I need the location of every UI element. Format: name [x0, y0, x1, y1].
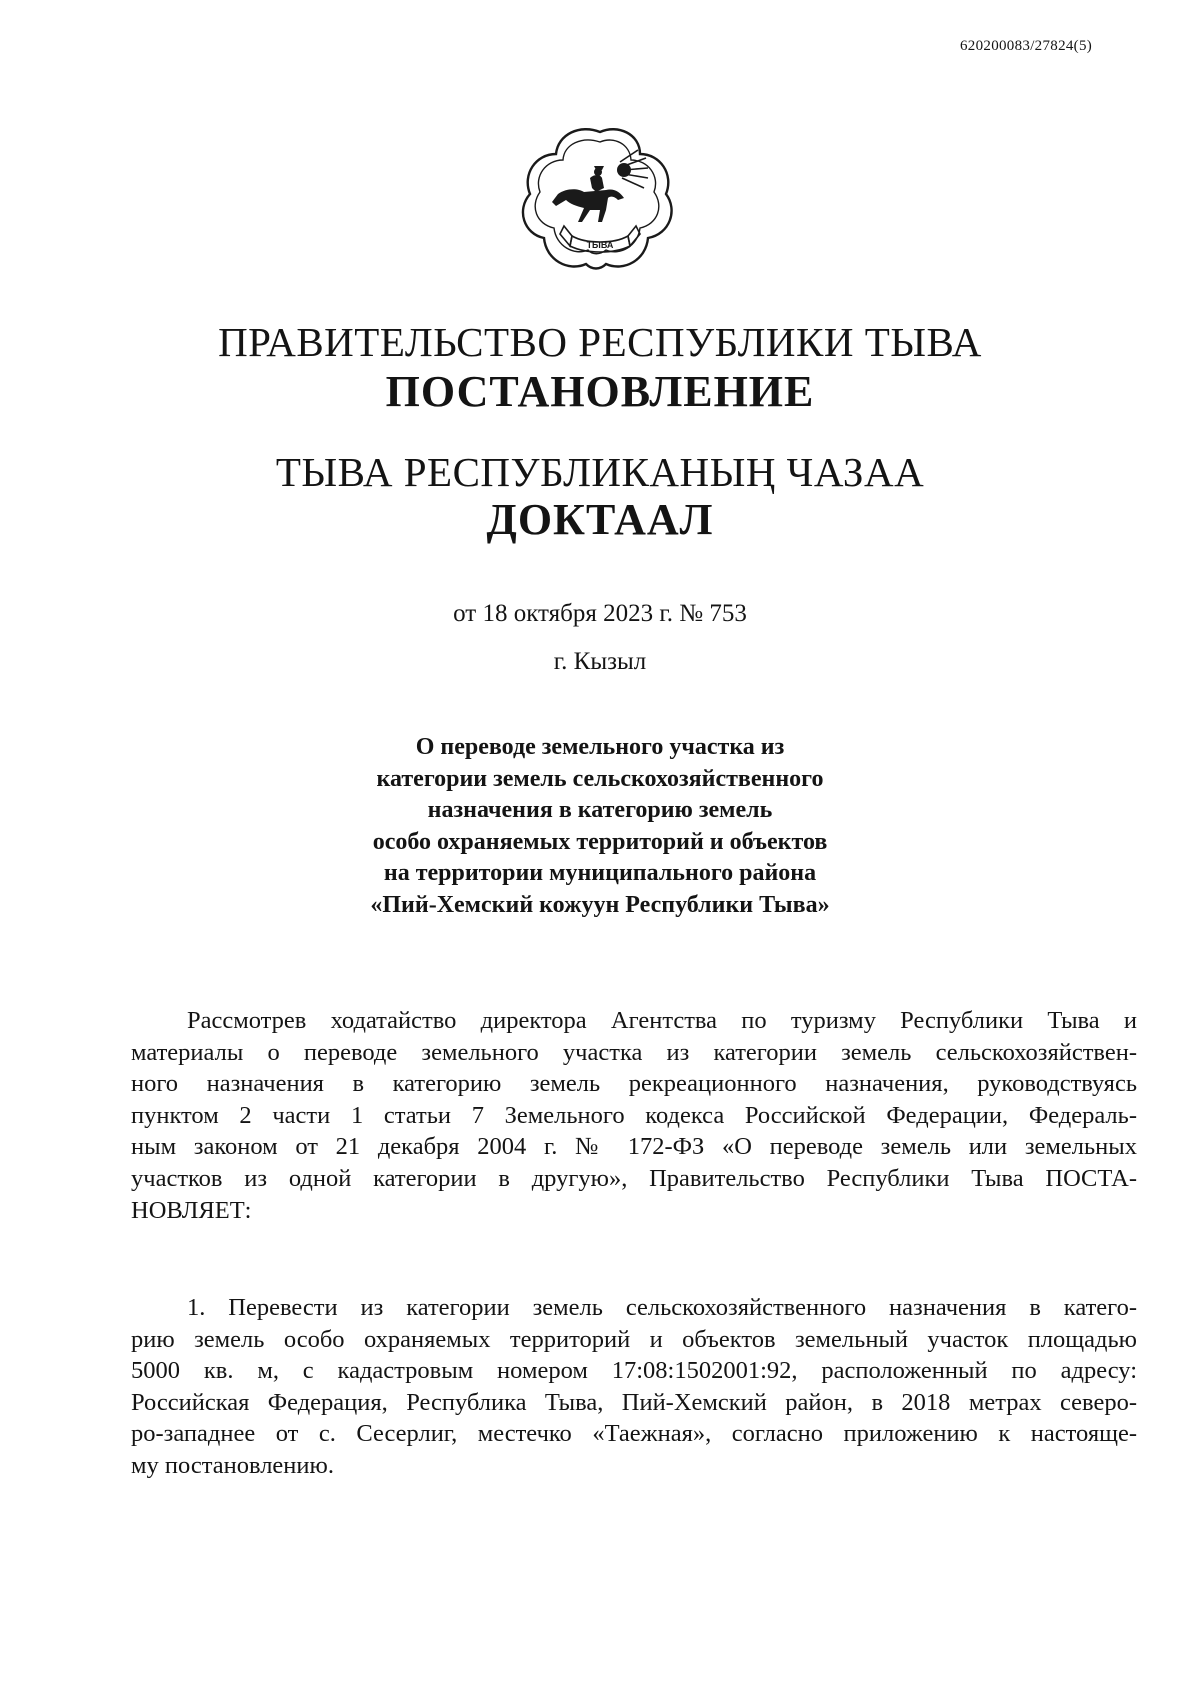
paragraph-line: 5000 кв. м, с кадастровым номером 17:08:1502001:92, расположенный по адресу: — [131, 1357, 1137, 1385]
preamble-paragraph — [131, 1005, 1137, 1226]
paragraph-line: пунктом 2 части 1 статьи 7 Земельного кодекса Российской Федерации, Федераль- — [131, 1101, 1137, 1129]
document-city: г. Кызыл — [553, 648, 647, 675]
paragraph-line: 1. Перевести из категории земель сельскохозяйственного назначения в катего- — [187, 1294, 1137, 1321]
subject-line: О переводе земельного участка из — [415, 734, 785, 760]
paragraph-line: НОВЛЯЕТ: — [131, 1196, 252, 1224]
paragraph-line: ного назначения в категорию земель рекреационного назначения, руководствуясь — [131, 1070, 1137, 1098]
subject-line: «Пий-Хемский кожуун Республики Тыва» — [370, 891, 830, 918]
paragraph-line: ным законом от 21 декабря 2004 г. № 172-ФЗ «О переводе земель или земельных — [131, 1133, 1137, 1161]
document-subject — [0, 732, 1200, 921]
paragraph-line: Российская Федерация, Республика Тыва, Пий-Хемский район, в 2018 метрах северо- — [131, 1388, 1137, 1416]
paragraph-line: му постановлению. — [131, 1451, 334, 1479]
document-code: 620200083/27824(5) — [960, 38, 1093, 54]
tuva-coat-of-arms-icon — [520, 118, 680, 278]
document-date-number: от 18 октября 2023 г. № 753 — [453, 600, 747, 627]
subject-line: категории земель сельскохозяйственного — [376, 765, 824, 792]
subject-line: на территории муниципального района — [383, 860, 817, 886]
paragraph-line: ро-западнее от с. Сесерлиг, местечко «Таежная», согласно приложению к настояще- — [131, 1420, 1137, 1448]
emblem-ribbon-text: ТЫВА — [586, 240, 614, 250]
paragraph-line: материалы о переводе земельного участка из категории земель сельскохозяйствен- — [131, 1038, 1137, 1066]
subject-line: назначения в категорию земель — [427, 797, 773, 823]
document-type-tyv: ДОКТААЛ — [486, 495, 714, 544]
government-title-ru: ПРАВИТЕЛЬСТВО РЕСПУБЛИКИ ТЫВА — [218, 319, 982, 365]
subject-line: особо охраняемых территорий и объектов — [372, 828, 828, 855]
paragraph-line: участков из одной категории в другую», Правительство Республики Тыва ПОСТА- — [131, 1164, 1137, 1192]
paragraph-line: рию земель особо охраняемых территорий и объектов земельный участок площадью — [131, 1325, 1137, 1353]
paragraph-line: Рассмотрев ходатайство директора Агентства по туризму Республики Тыва и — [187, 1007, 1137, 1034]
government-title-tyv: ТЫВА РЕСПУБЛИКАНЫҢ ЧАЗАА — [275, 449, 925, 495]
clause-1-paragraph — [131, 1292, 1137, 1482]
document-type-ru: ПОСТАНОВЛЕНИЕ — [385, 367, 815, 416]
